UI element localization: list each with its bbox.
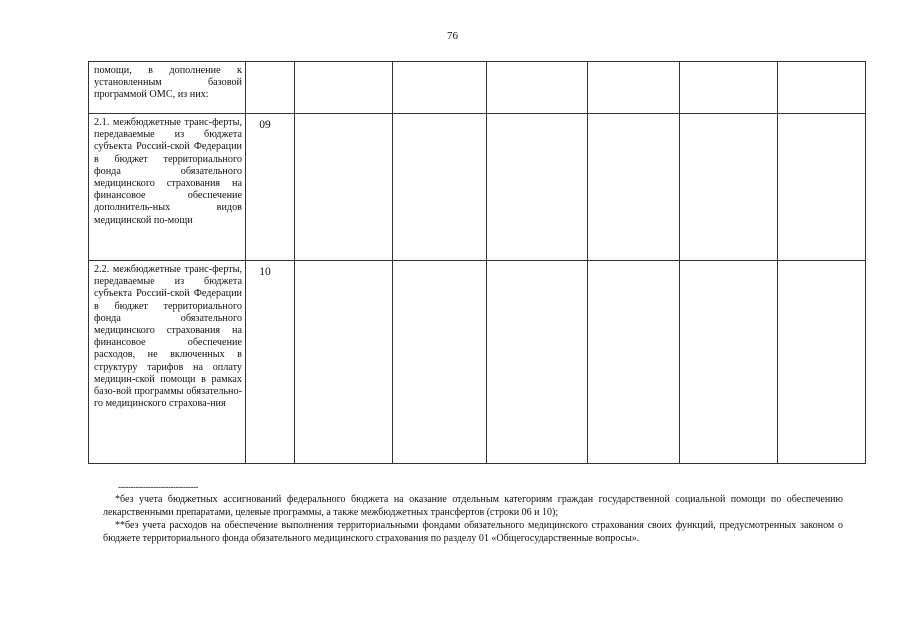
table-row (89, 114, 866, 261)
table-cell (295, 261, 393, 464)
footnote-1: *без учета бюджетных ассигнований федерального бюджета на оказание отдельным категориям граждан государственной социальной помощи по обеспечению лекарственными препаратами, целевые программы, а также межбюджетных трансфертов (строки 06 и 10); (103, 494, 843, 518)
table-cell (588, 62, 680, 114)
table-cell (393, 114, 487, 261)
row-description: 2.2. межбюджетные транс-ферты, передаваемые из бюджета субъекта Россий-ской Федерации в бюджет территориального фонда обязательного медицинского страхования на финансовое обеспечение расходов, не включенных в структуру тарифов на оплату медицин-ской помощи в рамках базо-вой программы обязательно-го медицинского страхова-ния (89, 261, 246, 464)
table-cell (588, 261, 680, 464)
footnote-2: **без учета расходов на обеспечение выполнения территориальными фондами обязательного медицинского страхования своих функций, предусмотренных законом о бюджете территориального фонда обязательного медицинского страхования по разделу 01 «Общегосударственные вопросы». (103, 520, 843, 544)
table-row (89, 261, 866, 464)
table-cell (487, 62, 588, 114)
table-cell (680, 114, 778, 261)
row-description: помощи, в дополнение к установленным базовой программой ОМС, из них: (89, 62, 246, 114)
table-cell (680, 62, 778, 114)
table-cell (588, 114, 680, 261)
data-table (88, 61, 866, 464)
footnote-separator: -------------------------------- (118, 482, 198, 492)
table-cell (393, 261, 487, 464)
table-cell (680, 261, 778, 464)
table-cell (487, 114, 588, 261)
row-code (246, 62, 295, 114)
footnotes (103, 493, 843, 545)
table-cell (295, 62, 393, 114)
row-code: 10 (246, 261, 295, 464)
page-number: 76 (447, 30, 458, 42)
table-cell (778, 62, 866, 114)
row-description: 2.1. межбюджетные транс-ферты, передаваемые из бюджета субъекта Россий-ской Федерации в бюджет территориального фонда обязательного медицинского страхования на финансовое обеспечение дополнитель-ных видов медицинской по-мощи (89, 114, 246, 261)
table-cell (295, 114, 393, 261)
table-row (89, 62, 866, 114)
table-cell (778, 261, 866, 464)
table-cell (778, 114, 866, 261)
table-cell (393, 62, 487, 114)
table-cell (487, 261, 588, 464)
row-code: 09 (246, 114, 295, 261)
